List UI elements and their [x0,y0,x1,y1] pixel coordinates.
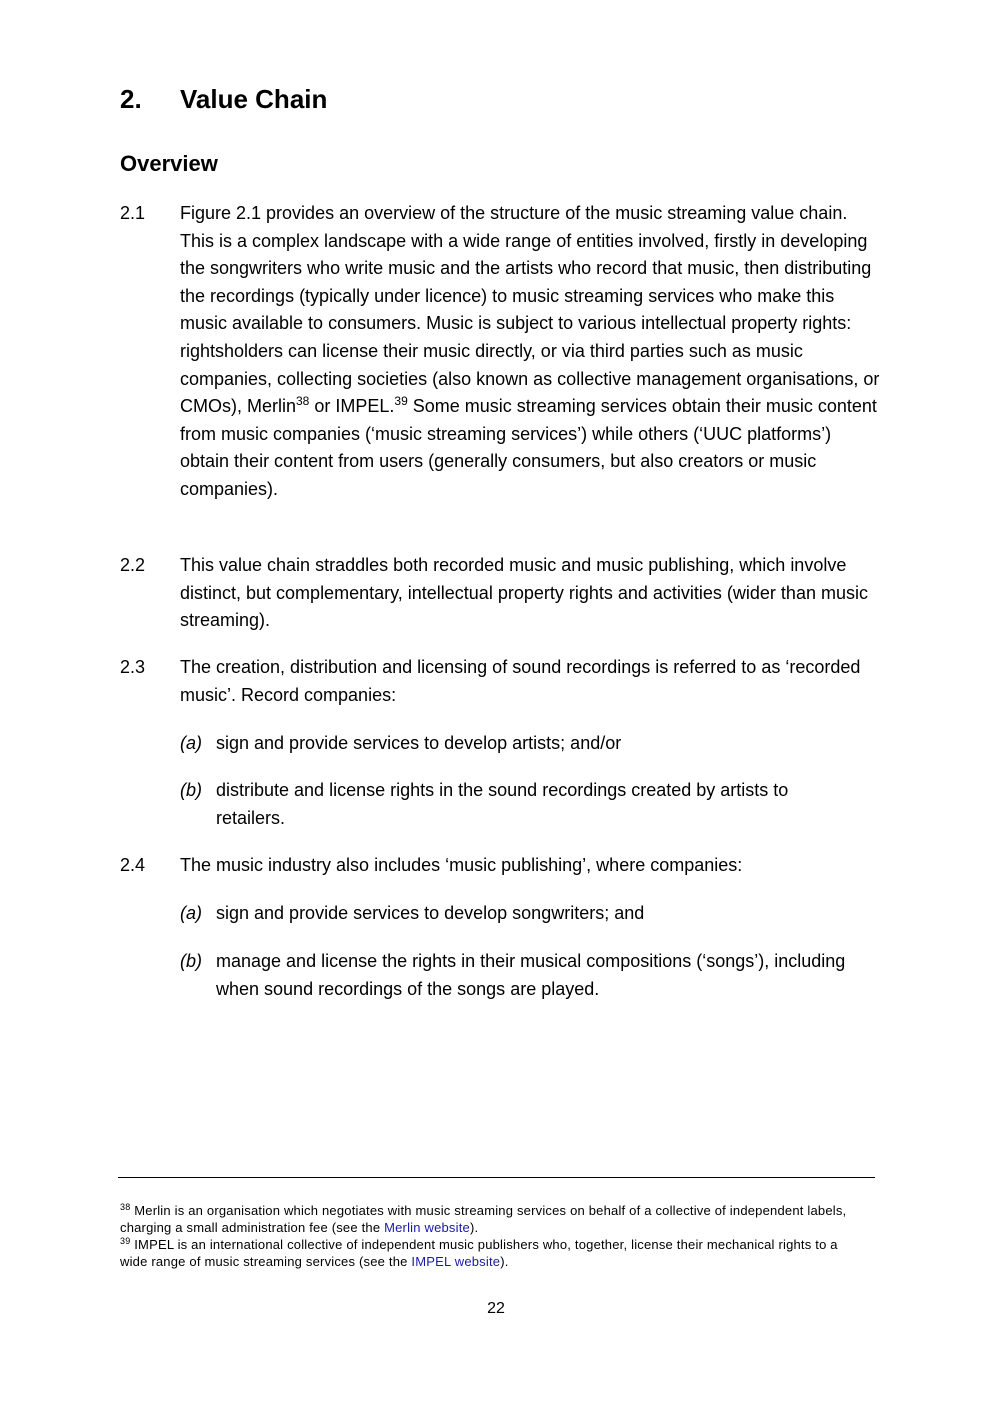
paragraph-number: 2.3 [120,657,146,677]
paragraph-text: The creation, distribution and licensing of sound recordings is referred to as ‘recorded music’. Record companies: [180,657,861,705]
paragraph-2-2 [120,552,880,635]
footnote-number: 38 [120,1202,131,1212]
footnote-text: IMPEL is an international collective of independent music publishers who, together, license their mechanical rights to a wide range of music streaming services (see the [120,1237,838,1269]
section-number: 2. [120,84,142,114]
footnote-number: 39 [120,1236,131,1246]
footnote-38 [120,1202,865,1236]
paragraph-number: 2.1 [120,203,146,223]
paragraph-2-1 [120,200,880,504]
footnote-text: Merlin is an organisation which negotiates with music streaming services on behalf of a collective of independent labels, charging a small administration fee (see the [120,1203,847,1235]
list-item-text: distribute and license rights in the sound recordings created by artists to retailers. [216,780,789,828]
section-title: Value Chain [180,84,328,114]
list-item [180,777,860,832]
footnote-ref-39[interactable]: 39 [394,394,408,409]
list-marker: (b) [180,780,202,800]
paragraph-text: The music industry also includes ‘music publishing’, where companies: [180,855,743,875]
list-item-text: sign and provide services to develop artists; and/or [216,733,622,753]
list-item-text: sign and provide services to develop songwriters; and [216,903,645,923]
subheading: Overview [120,151,218,176]
paragraph-2-3 [120,654,880,709]
paragraph-text-part: Some music streaming services obtain their music content from music companies (‘music streaming services’) while others (‘UUC platforms’) obtain their content from users (generally consumers, but also creators or music companies). [180,396,877,499]
paragraph-2-4 [120,852,880,880]
list-marker: (a) [180,903,202,923]
impel-website-link[interactable]: IMPEL website [411,1254,501,1269]
paragraph-text [180,200,880,504]
paragraph-text-part: Figure 2.1 provides an overview of the structure of the music streaming value chain. This is a complex landscape with a wide range of entities involved, firstly in developing the songwriters who write music and the artists who record that music, then distributing the recordings (typically under licence) to music streaming services who make this music available to consumers. Music is subject to various intellectual property rights: rightsholders can license their music directly, or via third parties such as music companies, collecting societies (also known as collective management organisations, or CMOs), Merlin [180,203,880,417]
paragraph-text: This value chain straddles both recorded music and music publishing, which involve distinct, but complementary, intellectual property rights and activities (wider than music streaming). [180,555,868,631]
footnote-39 [120,1236,865,1270]
list-marker: (a) [180,733,202,753]
list-item-text: manage and license the rights in their musical compositions (‘songs’), including when sound recordings of the songs are played. [216,951,846,999]
footnote-divider [118,1177,875,1178]
list-item [180,730,860,758]
footnote-ref-38[interactable]: 38 [296,394,310,409]
footnote-text: ). [469,1220,479,1235]
paragraph-number: 2.4 [120,855,146,875]
merlin-website-link[interactable]: Merlin website [384,1220,470,1235]
paragraph-number: 2.2 [120,555,146,575]
footnote-text: ). [500,1254,509,1269]
list-item [180,900,860,928]
list-marker: (b) [180,951,202,971]
paragraph-text-part: or IMPEL. [309,396,395,417]
list-item [180,948,860,1003]
page-number: 22 [487,1300,505,1317]
